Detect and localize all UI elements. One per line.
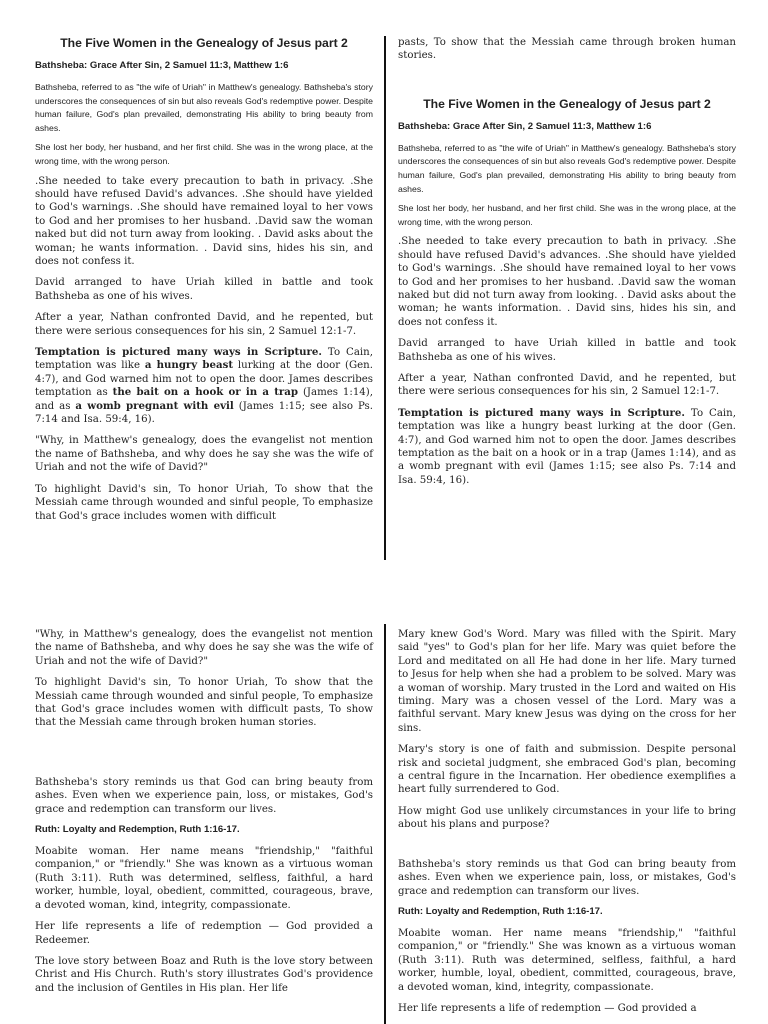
- bathsheba-loss: She lost her body, her husband, and her first child. She was in the wrong place, at the wrong time, with the wrong person.: [35, 142, 373, 166]
- page1-right-column: [398, 36, 736, 495]
- temptation-bold: a hungry beast: [144, 359, 234, 372]
- nathan-paragraph: After a year, Nathan confronted David, and he repented, but there were serious consequences for his sin, 2 Samuel 12:1-7.: [398, 373, 736, 398]
- why-question: "Why, in Matthew's genealogy, does the evangelist not mention the name of Bathsheba, and why does he say she was the wife of Uriah and not the wife of David?": [35, 629, 373, 667]
- page-title: The Five Women in the Genealogy of Jesus part 2: [60, 36, 348, 50]
- page1-left-column: [35, 36, 373, 531]
- column-divider-bottom: [384, 624, 386, 1024]
- ruth-heading: Ruth: Loyalty and Redemption, Ruth 1:16-17.: [398, 905, 603, 917]
- highlight-paragraph: To highlight David's sin, To honor Uriah, To show that the Messiah came through wounded and sinful people, To emphasize that God's grace includes women with difficult pasts, To show that the Messiah came through broken human stories.: [35, 677, 373, 729]
- page2-right-column: [398, 628, 736, 1023]
- highlight-paragraph: To highlight David's sin, To honor Uriah, To show that the Messiah came through wounded and sinful people, To emphasize that God's grace includes women with difficult: [35, 483, 373, 522]
- uriah-paragraph: David arranged to have Uriah killed in battle and took Bathsheba as one of his wives.: [35, 277, 373, 302]
- column-divider-top: [384, 36, 386, 560]
- precaution-paragraph: .She needed to take every precaution to bath in privacy. .She should have refused David's advances. .She should have yielded to God's warnings. .She should have remained loyal to her vows to God and her promises to her husband. .David saw the woman naked but did not turn away from looking. . David asks about the woman; he wants information. . David sins, hides his sin, and does not confess it.: [398, 236, 736, 328]
- why-question: "Why, in Matthew's genealogy, does the evangelist not mention the name of Bathsheba, and why does he say she was the wife of Uriah and not the wife of David?": [35, 435, 373, 474]
- bathsheba-loss: She lost her body, her husband, and her first child. She was in the wrong place, at the wrong time, with the wrong person.: [398, 203, 736, 227]
- temptation-lead: Temptation is pictured many ways in Scripture.: [35, 346, 322, 359]
- uriah-paragraph: David arranged to have Uriah killed in battle and took Bathsheba as one of his wives.: [398, 338, 736, 363]
- pasts-continuation: pasts, To show that the Messiah came through broken human stories.: [398, 37, 736, 62]
- bathsheba-intro: Bathsheba, referred to as "the wife of Uriah" in Matthew's genealogy. Bathsheba's story underscores the consequences of sin but also reveals God's redemptive power. Despite human failure, God's plan prevailed, demonstrating His ability to bring beauty from ashes.: [35, 82, 373, 133]
- temptation-text: lurking at the door (Gen. 4:7), and God warned him not to open the door. James describes temptation as: [35, 360, 373, 399]
- temptation-bold: the bait on a hook or in a trap: [112, 386, 299, 399]
- temptation-text: To Cain, temptation was like a hungry beast lurking at the door (Gen. 4:7), and God warned him not to open the door. James describes temptation as the bait on a hook or in a trap (James 1:14), and as a womb pregnant with evil (James 1:15; see also Ps. 7:14 and Isa. 59:4, 16).: [398, 407, 736, 486]
- lovestory-paragraph: The love story between Boaz and Ruth is the love story between Christ and His Church. Ruth's story illustrates God's providence and the inclusion of Gentiles in His plan. Her life: [35, 955, 373, 994]
- temptation-text: To Cain, temptation was like: [35, 347, 373, 372]
- beauty-paragraph: Bathsheba's story reminds us that God can bring beauty from ashes. Even when we experience pain, loss, or mistakes, God's grace and redemption can transform our lives.: [398, 858, 736, 897]
- bathsheba-intro: Bathsheba, referred to as "the wife of Uriah" in Matthew's genealogy. Bathsheba's story underscores the consequences of sin but also reveals God's redemptive power. Despite human failure, God's plan prevailed, demonstrating His ability to bring beauty from ashes.: [398, 142, 736, 194]
- bathsheba-heading: Bathsheba: Grace After Sin, 2 Samuel 11:3, Matthew 1:6: [35, 60, 289, 71]
- precaution-paragraph: .She needed to take every precaution to bath in privacy. .She should have refused David's advances. .She should have yielded to God's warnings. .She should have remained loyal to her vows to God and her promises to her husband. .David saw the woman naked but did not turn away from looking. . David asks about the woman; he wants information. . David sins, hides his sin, and does not confess it.: [35, 175, 373, 267]
- temptation-text: (James 1:14), and as: [35, 387, 373, 412]
- redeemer-paragraph: Her life represents a life of redemption — God provided a Redeemer.: [35, 921, 373, 946]
- temptation-paragraph: [35, 346, 373, 426]
- temptation-lead: Temptation is pictured many ways in Scripture.: [398, 406, 685, 419]
- page2-left-column: [35, 628, 373, 1003]
- bathsheba-heading: Bathsheba: Grace After Sin, 2 Samuel 11:3, Matthew 1:6: [398, 120, 652, 132]
- temptation-paragraph: [398, 407, 736, 487]
- mary-story-paragraph: Mary's story is one of faith and submission. Despite personal risk and societal judgment, she embraced God's plan, becoming a central figure in the Incarnation. Her obedience exemplifies a heart fully surrendered to God.: [398, 744, 736, 796]
- page-title: The Five Women in the Genealogy of Jesus part 2: [423, 96, 711, 111]
- redeemer-paragraph: Her life represents a life of redemption — God provided a: [398, 1002, 697, 1014]
- moabite-paragraph: Moabite woman. Her name means "friendship," "faithful companion," or "friendly." She was known as a virtuous woman (Ruth 3:11). Ruth was determined, selfless, faithful, a hard worker, humble, loyal, obedient, committed, courageous, brave, a devoted woman, kind, integrity, compassionate.: [398, 927, 736, 993]
- nathan-paragraph: After a year, Nathan confronted David, and he repented, but there were serious consequences for his sin, 2 Samuel 12:1-7.: [35, 312, 373, 337]
- beauty-paragraph: Bathsheba's story reminds us that God can bring beauty from ashes. Even when we experience pain, loss, or mistakes, God's grace and redemption can transform our lives.: [35, 776, 373, 815]
- temptation-bold: a womb pregnant with evil: [75, 399, 234, 412]
- ruth-heading: Ruth: Loyalty and Redemption, Ruth 1:16-17.: [35, 824, 240, 836]
- moabite-paragraph: Moabite woman. Her name means "friendship," "faithful companion," or "friendly." She was known as a virtuous woman (Ruth 3:11). Ruth was determined, selfless, faithful, a hard worker, humble, loyal, obedient, committed, courageous, brave, a devoted woman, kind, integrity, compassionate.: [35, 846, 373, 911]
- mary-paragraph: Mary knew God's Word. Mary was filled with the Spirit. Mary said "yes" to God's plan for her life. Mary was quiet before the Lord and meditated on all He had done in her life. Mary turned to Jesus for help when she had a problem to be solved. Mary was a woman of worship. Mary trusted in the Lord and waited on His timing. Mary was a chosen vessel of the Lord. Mary was a faithful servant. Mary knew Jesus was dying on the cross for her sins.: [398, 629, 736, 734]
- question-paragraph: How might God use unlikely circumstances in your life to bring about his plans and purpose?: [398, 805, 736, 831]
- temptation-text: (James 1:15; see also Ps. 7:14 and Isa. 59:4, 16).: [35, 400, 374, 426]
